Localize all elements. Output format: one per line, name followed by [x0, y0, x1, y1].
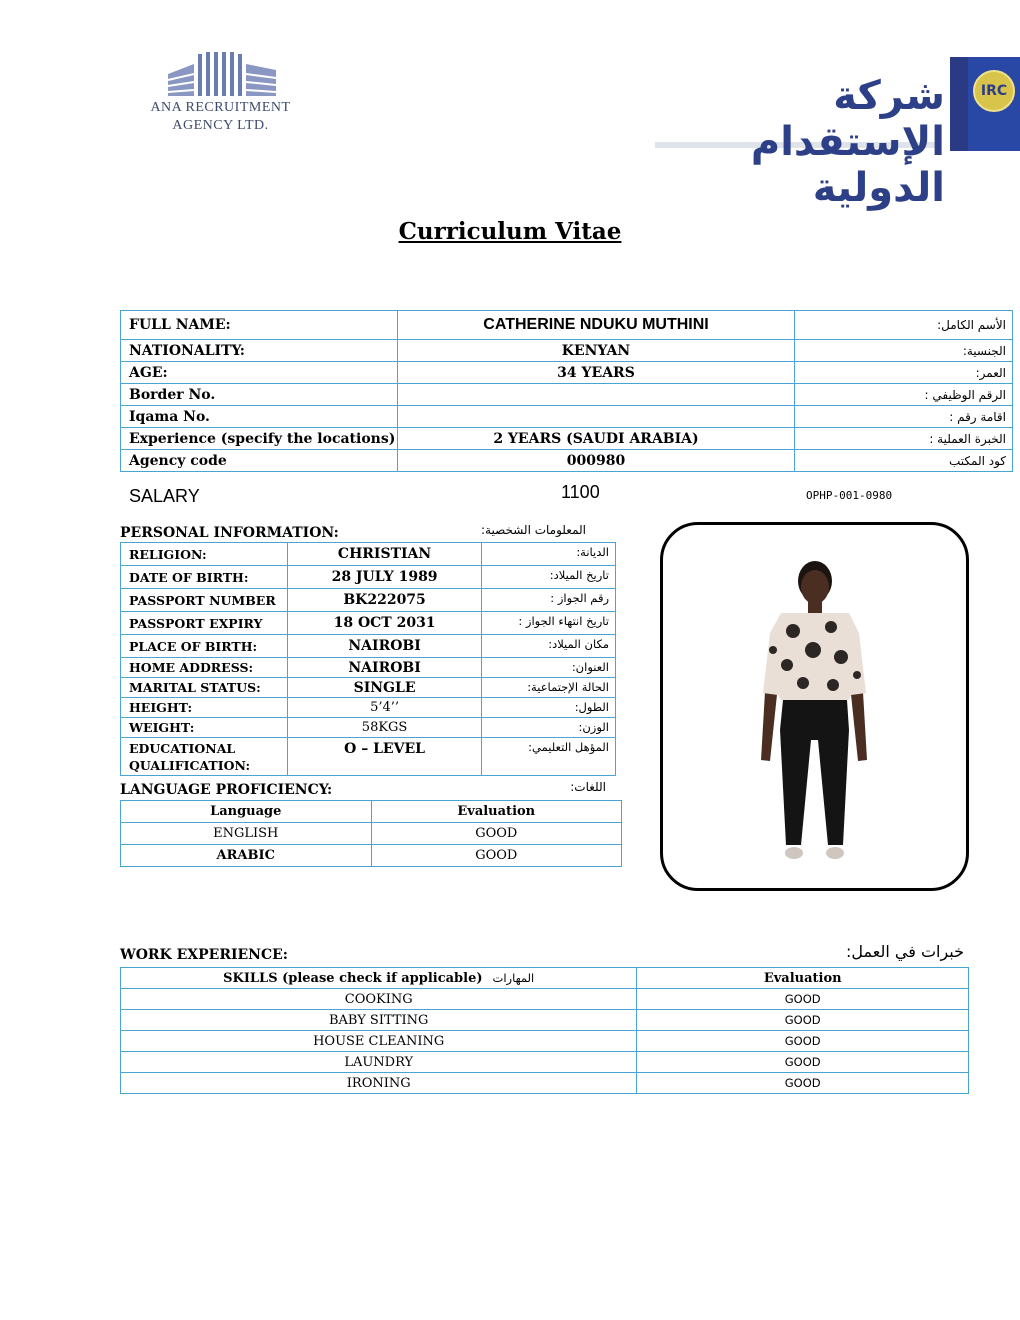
personal-value: 58KGS	[287, 718, 482, 738]
table-row	[121, 1031, 969, 1052]
personal-label: EDUCATIONAL QUALIFICATION:	[121, 738, 288, 776]
info-arabic-label: الخبرة العملية :	[795, 428, 1013, 450]
info-label: Experience (specify the locations)	[121, 428, 398, 450]
irc-logo-arabic-name: شركة الإستقدام الدولية	[750, 73, 945, 211]
personal-label: MARITAL STATUS:	[121, 678, 288, 698]
skill-evaluation: GOOD	[637, 1073, 969, 1094]
personal-value: BK222075	[287, 589, 482, 612]
personal-arabic-label: المؤهل التعليمي:	[482, 738, 616, 776]
column-header-evaluation: Evaluation	[637, 968, 969, 989]
salary-label: SALARY	[129, 486, 200, 506]
table-row	[121, 543, 616, 566]
info-label: Agency code	[121, 450, 398, 472]
personal-label: PASSPORT NUMBER	[121, 589, 288, 612]
column-header-evaluation: Evaluation	[371, 801, 622, 823]
reference-code: OPHP-001-0980	[806, 489, 893, 502]
info-label: Border No.	[121, 384, 398, 406]
irc-logo-side-stripe	[950, 57, 968, 151]
personal-label: HEIGHT:	[121, 698, 288, 718]
info-value: 000980	[397, 450, 795, 472]
personal-arabic-label: الطول:	[482, 698, 616, 718]
info-label: FULL NAME:	[121, 311, 398, 340]
work-experience-heading: WORK EXPERIENCE:	[120, 947, 288, 963]
info-value: CATHERINE NDUKU MUTHINI	[397, 311, 795, 340]
info-label: Iqama No.	[121, 406, 398, 428]
table-row	[121, 989, 969, 1010]
personal-value: NAIROBI	[287, 635, 482, 658]
info-arabic-label: كود المكتب	[795, 450, 1013, 472]
person-figure-icon	[663, 525, 966, 888]
personal-info-heading: PERSONAL INFORMATION:	[120, 525, 339, 541]
info-arabic-label: الرقم الوظيفي :	[795, 384, 1013, 406]
language-heading: LANGUAGE PROFICIENCY:	[120, 782, 333, 798]
irc-company-logo	[655, 55, 1020, 211]
column-header-language: Language	[121, 801, 372, 823]
skill-name: IRONING	[121, 1073, 637, 1094]
skill-name: BABY SITTING	[121, 1010, 637, 1031]
table-row	[121, 566, 616, 589]
personal-label: PASSPORT EXPIRY	[121, 612, 288, 635]
personal-label: DATE OF BIRTH:	[121, 566, 288, 589]
work-experience-heading-arabic: خبرات في العمل:	[845, 942, 964, 961]
info-value: KENYAN	[397, 340, 795, 362]
info-value	[397, 384, 795, 406]
personal-arabic-label: تاريخ انتهاء الجواز :	[482, 612, 616, 635]
table-row	[121, 1052, 969, 1073]
table-row	[121, 845, 622, 867]
table-row	[121, 698, 616, 718]
personal-value: CHRISTIAN	[287, 543, 482, 566]
ana-logo-text-line1: ANA RECRUITMENT	[150, 100, 291, 115]
info-arabic-label: الجنسية:	[795, 340, 1013, 362]
info-label: NATIONALITY:	[121, 340, 398, 362]
table-row	[121, 406, 1013, 428]
info-arabic-label: اقامة رقم :	[795, 406, 1013, 428]
table-row	[121, 362, 1013, 384]
table-header-row	[121, 801, 622, 823]
table-row	[121, 738, 616, 776]
info-label: AGE:	[121, 362, 398, 384]
main-info-table	[120, 310, 1013, 472]
personal-label: WEIGHT:	[121, 718, 288, 738]
info-arabic-label: الأسم الكامل:	[795, 311, 1013, 340]
personal-info-heading-arabic: المعلومات الشخصية:	[480, 523, 586, 537]
personal-value: O – LEVEL	[287, 738, 482, 776]
irc-badge: IRC	[973, 70, 1015, 112]
table-row	[121, 450, 1013, 472]
skill-name: LAUNDRY	[121, 1052, 637, 1073]
column-header-skills	[121, 968, 637, 989]
table-row	[121, 589, 616, 612]
table-row	[121, 823, 622, 845]
building-logo-icon	[128, 50, 313, 106]
language-evaluation: GOOD	[371, 845, 622, 867]
personal-value: 18 OCT 2031	[287, 612, 482, 635]
language-name: ENGLISH	[121, 823, 372, 845]
info-value: 2 YEARS (SAUDI ARABIA)	[397, 428, 795, 450]
language-table	[120, 800, 622, 867]
language-heading-arabic: اللغات:	[570, 780, 606, 794]
personal-value: 28 JULY 1989	[287, 566, 482, 589]
skill-evaluation: GOOD	[637, 1031, 969, 1052]
table-row	[121, 384, 1013, 406]
personal-label: HOME ADDRESS:	[121, 658, 288, 678]
language-evaluation: GOOD	[371, 823, 622, 845]
personal-arabic-label: تاريخ الميلاد:	[482, 566, 616, 589]
table-row	[121, 678, 616, 698]
skill-evaluation: GOOD	[637, 1052, 969, 1073]
info-value: 34 YEARS	[397, 362, 795, 384]
personal-arabic-label: الوزن:	[482, 718, 616, 738]
skills-header-arabic: المهارات	[492, 970, 535, 985]
personal-arabic-label: رقم الجواز :	[482, 589, 616, 612]
table-row	[121, 1010, 969, 1031]
personal-arabic-label: مكان الميلاد:	[482, 635, 616, 658]
table-row	[121, 311, 1013, 340]
personal-value: SINGLE	[287, 678, 482, 698]
ana-agency-logo	[128, 50, 313, 140]
personal-label: RELIGION:	[121, 543, 288, 566]
personal-arabic-label: الديانة:	[482, 543, 616, 566]
skill-name: COOKING	[121, 989, 637, 1010]
personal-info-table	[120, 542, 616, 776]
table-row	[121, 658, 616, 678]
table-row	[121, 612, 616, 635]
language-name: ARABIC	[121, 845, 372, 867]
table-header-row	[121, 968, 969, 989]
candidate-photo	[660, 522, 969, 891]
personal-value: 5’4’’	[287, 698, 482, 718]
skill-evaluation: GOOD	[637, 989, 969, 1010]
table-row	[121, 1073, 969, 1094]
table-row	[121, 340, 1013, 362]
salary-value: 1100	[561, 482, 600, 502]
personal-arabic-label: العنوان:	[482, 658, 616, 678]
skill-name: HOUSE CLEANING	[121, 1031, 637, 1052]
skills-header-label: SKILLS (please check if applicable)	[223, 970, 483, 986]
table-row	[121, 428, 1013, 450]
info-arabic-label: العمر:	[795, 362, 1013, 384]
personal-label: PLACE OF BIRTH:	[121, 635, 288, 658]
skill-evaluation: GOOD	[637, 1010, 969, 1031]
table-row	[121, 635, 616, 658]
ana-logo-text-line2: AGENCY LTD.	[172, 118, 269, 133]
document-title: Curriculum Vitae	[398, 218, 622, 245]
work-skills-table	[120, 967, 969, 1094]
info-value	[397, 406, 795, 428]
personal-value: NAIROBI	[287, 658, 482, 678]
table-row	[121, 718, 616, 738]
personal-arabic-label: الحالة الإجتماعية:	[482, 678, 616, 698]
